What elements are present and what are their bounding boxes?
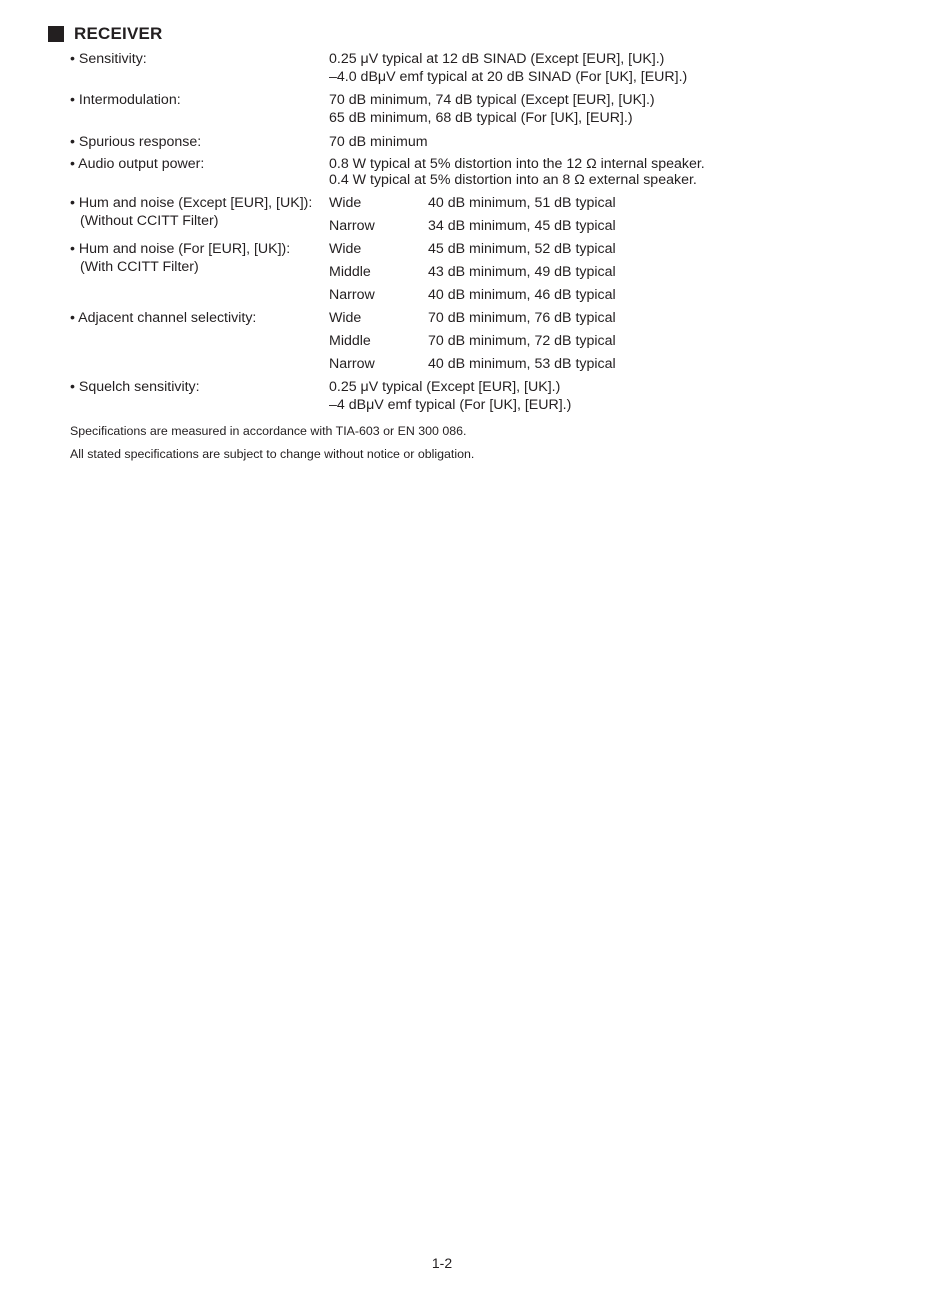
spec-audio-output: • Audio output power: 0.8 W typical at 5% distortion into the 12 Ω internal speaker. 0.4 W typical at 5% distortion into an 8 Ω external speaker.: [70, 156, 930, 188]
spec-subrow: [329, 355, 930, 378]
spec-mode: Narrow: [329, 287, 375, 303]
spec-adjacent-channel: • Adjacent channel selectivity: Wide 70 dB minimum, 76 dB typical Middle 70 dB minimum, 72 dB typical Narrow 40 dB minimum, 53 dB typical: [70, 309, 930, 378]
spec-label: Squelch sensitivity:: [78, 379, 200, 395]
spec-intermodulation: • Intermodulation: 70 dB minimum, 74 dB typical (Except [EUR], [UK].) 65 dB minimum, 68 dB typical (For [UK], [EUR].): [70, 91, 930, 127]
spec-mode-value: 40 dB minimum, 51 dB typical: [428, 195, 616, 211]
spec-label: Spurious response:: [78, 134, 202, 150]
spec-value-line: 70 dB minimum, 74 dB typical (Except [EUR], [UK].): [329, 92, 655, 108]
spec-label: Hum and noise (Except [EUR], [UK]):: [78, 195, 313, 211]
spec-mode: Middle: [329, 333, 371, 349]
spec-subrow: [329, 286, 930, 309]
footnote-measurement: Specifications are measured in accordance with TIA-603 or EN 300 086.: [70, 424, 467, 438]
spec-subrow: [329, 240, 930, 263]
spec-subrow: [329, 263, 930, 286]
spec-label: Sensitivity:: [78, 51, 147, 67]
spec-label: Adjacent channel selectivity:: [78, 310, 257, 326]
spec-sensitivity: • Sensitivity: 0.25 μV typical at 12 dB SINAD (Except [EUR], [UK].) –4.0 dBμV emf typical at 20 dB SINAD (For [UK], [EUR].): [70, 50, 930, 86]
spec-mode-value: 40 dB minimum, 46 dB typical: [428, 287, 616, 303]
spec-spurious: • Spurious response: 70 dB minimum: [70, 133, 930, 151]
spec-value-line: 0.8 W typical at 5% distortion into the 12 Ω internal speaker.: [329, 156, 705, 172]
spec-label-sub: (Without CCITT Filter): [80, 213, 219, 229]
spec-mode: Narrow: [329, 218, 375, 234]
spec-label: Intermodulation:: [78, 92, 181, 108]
spec-label: Hum and noise (For [EUR], [UK]):: [78, 241, 291, 257]
spec-subrow: [329, 332, 930, 355]
spec-mode: Middle: [329, 264, 371, 280]
spec-label: Audio output power:: [78, 156, 205, 172]
spec-squelch: • Squelch sensitivity: 0.25 μV typical (Except [EUR], [UK].) –4 dBμV emf typical (For [UK], [EUR].): [70, 378, 930, 414]
spec-label-sub: (With CCITT Filter): [80, 259, 199, 275]
spec-subrow: [329, 194, 930, 217]
footnote-disclaimer: All stated specifications are subject to change without notice or obligation.: [70, 447, 475, 461]
section-header: [48, 24, 163, 44]
spec-value-line: –4.0 dBμV emf typical at 20 dB SINAD (For [UK], [EUR].): [329, 69, 688, 85]
spec-value-line: 65 dB minimum, 68 dB typical (For [UK], [EUR].): [329, 110, 633, 126]
spec-hum-noise-for: • Hum and noise (For [EUR], [UK]): (With CCITT Filter) Wide 45 dB minimum, 52 dB typical Middle 43 dB minimum, 49 dB typical Narrow 40 dB minimum, 46 dB typical: [70, 240, 930, 309]
spec-value-line: –4 dBμV emf typical (For [UK], [EUR].): [329, 397, 572, 413]
spec-value-line: 0.4 W typical at 5% distortion into an 8 Ω external speaker.: [329, 172, 697, 188]
spec-value-line: 0.25 μV typical at 12 dB SINAD (Except [EUR], [UK].): [329, 51, 665, 67]
spec-value-line: 70 dB minimum: [329, 134, 428, 150]
page-number: 1-2: [431, 1255, 453, 1271]
spec-mode-value: 70 dB minimum, 72 dB typical: [428, 333, 616, 349]
spec-subrow: [329, 309, 930, 332]
spec-hum-noise-except: • Hum and noise (Except [EUR], [UK]): (Without CCITT Filter) Wide 40 dB minimum, 51 dB typical Narrow 34 dB minimum, 45 dB typical: [70, 194, 930, 240]
spec-subrow: [329, 217, 930, 240]
spec-mode-value: 70 dB minimum, 76 dB typical: [428, 310, 616, 326]
spec-mode-value: 34 dB minimum, 45 dB typical: [428, 218, 616, 234]
spec-mode: Wide: [329, 241, 362, 257]
spec-value-line: 0.25 μV typical (Except [EUR], [UK].): [329, 379, 561, 395]
section-square-icon: [48, 26, 64, 42]
spec-mode-value: 45 dB minimum, 52 dB typical: [428, 241, 616, 257]
spec-mode: Wide: [329, 195, 362, 211]
spec-mode-value: 40 dB minimum, 53 dB typical: [428, 356, 616, 372]
spec-mode: Narrow: [329, 356, 375, 372]
spec-mode-value: 43 dB minimum, 49 dB typical: [428, 264, 616, 280]
spec-mode: Wide: [329, 310, 362, 326]
section-title: RECEIVER: [74, 24, 163, 43]
